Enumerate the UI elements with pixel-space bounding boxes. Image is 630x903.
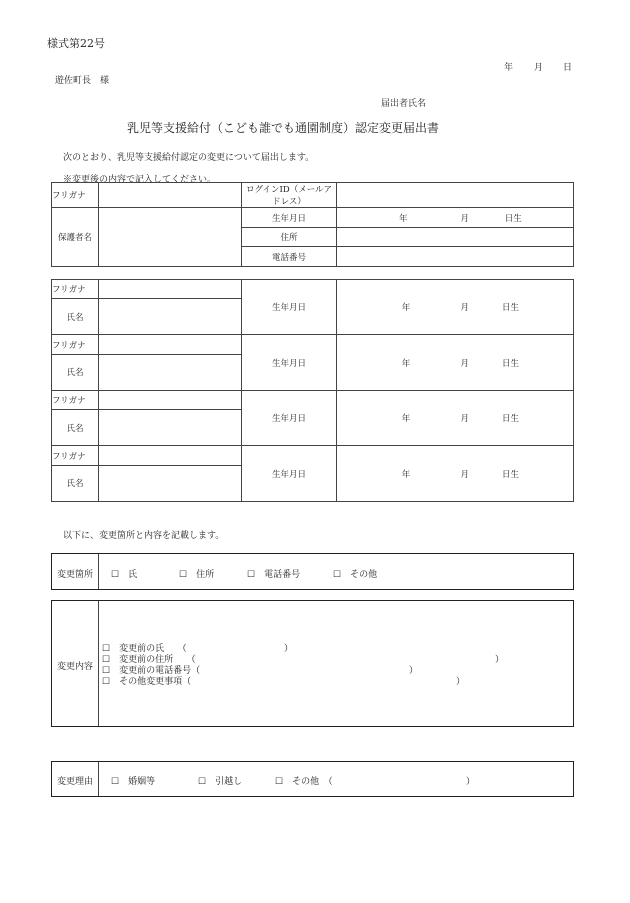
child-birth-field[interactable] bbox=[337, 446, 574, 502]
child-furigana-label: フリガナ bbox=[52, 335, 99, 354]
note-text: ※変更後の内容で記入してください。 bbox=[63, 175, 217, 185]
change-content-label: 変更内容 bbox=[57, 662, 94, 672]
child-birth-label: 生年月日 bbox=[242, 390, 337, 445]
before-address-checkbox[interactable]: ☐ 変更前の住所 （ bbox=[102, 655, 196, 665]
guardian-name-label: 保護者名 bbox=[52, 208, 99, 267]
login-id-label: ログインID（メールアドレス） bbox=[242, 183, 337, 208]
child-name-label: 氏名 bbox=[52, 465, 99, 501]
child-birth-label: 生年月日 bbox=[242, 446, 337, 502]
child-furigana-label: フリガナ bbox=[52, 390, 99, 409]
child-furigana-field[interactable] bbox=[99, 335, 242, 354]
guardian-furigana-label: フリガナ bbox=[52, 183, 99, 208]
reason-other-close: ） bbox=[466, 777, 476, 787]
child-name-field[interactable] bbox=[99, 410, 242, 446]
child-furigana-label: フリガナ bbox=[52, 280, 99, 299]
guardian-table bbox=[51, 182, 574, 267]
child-birth-day: 日生 bbox=[501, 303, 519, 314]
change-reason-box bbox=[51, 761, 574, 797]
before-phone-close: ） bbox=[409, 666, 419, 676]
option-name-checkbox[interactable]: ☐ 氏 bbox=[111, 570, 138, 580]
other-change-close: ） bbox=[456, 677, 466, 687]
before-name-checkbox[interactable]: ☐ 変更前の氏 （ bbox=[102, 644, 187, 654]
reason-other-checkbox[interactable]: ☐ その他 （ bbox=[275, 777, 333, 787]
child-birth-day: 日生 bbox=[501, 358, 519, 369]
date-day: 日 bbox=[563, 63, 573, 73]
child-birth-year: 年 bbox=[401, 303, 411, 314]
child-birth-day: 日生 bbox=[501, 469, 519, 480]
child-birth-year: 年 bbox=[401, 358, 411, 369]
child-birth-year: 年 bbox=[401, 469, 411, 480]
reason-marriage-checkbox[interactable]: ☐ 婚姻等 bbox=[111, 777, 156, 787]
child-furigana-field[interactable] bbox=[99, 390, 242, 409]
child-name-field[interactable] bbox=[99, 465, 242, 501]
children-table bbox=[51, 279, 574, 502]
child-name-label: 氏名 bbox=[52, 299, 99, 335]
child-name-field[interactable] bbox=[99, 354, 242, 390]
child-furigana-field[interactable] bbox=[99, 280, 242, 299]
guardian-address-label: 住所 bbox=[242, 228, 337, 247]
submitter-label: 届出者氏名 bbox=[381, 99, 427, 109]
child-name-field[interactable] bbox=[99, 299, 242, 335]
date-year: 年 bbox=[504, 63, 514, 73]
form-title: 乳児等支援給付（こども誰でも通園制度）認定変更届出書 bbox=[127, 121, 440, 135]
guardian-furigana-field[interactable] bbox=[99, 183, 242, 208]
guardian-phone-field[interactable] bbox=[337, 247, 574, 267]
child-furigana-label: フリガナ bbox=[52, 446, 99, 465]
before-name-close: ） bbox=[284, 644, 294, 654]
login-id-field[interactable] bbox=[337, 183, 574, 208]
child-birth-field[interactable] bbox=[337, 335, 574, 390]
child-name-label: 氏名 bbox=[52, 354, 99, 390]
reason-moving-checkbox[interactable]: ☐ 引越し bbox=[198, 777, 243, 787]
child-birth-day: 日生 bbox=[501, 414, 519, 425]
date-month: 月 bbox=[534, 63, 544, 73]
child-birth-year: 年 bbox=[401, 414, 411, 425]
option-address-checkbox[interactable]: ☐ 住所 bbox=[179, 570, 215, 580]
change-content-box bbox=[51, 600, 574, 727]
form-number: 様式第22号 bbox=[47, 37, 105, 50]
option-phone-checkbox[interactable]: ☐ 電話番号 bbox=[247, 570, 301, 580]
guardian-birth-label: 生年月日 bbox=[242, 208, 337, 228]
child-birth-month: 月 bbox=[460, 303, 469, 314]
before-address-close: ） bbox=[495, 655, 505, 665]
change-reason-label: 変更理由 bbox=[57, 777, 94, 787]
child-birth-field[interactable] bbox=[337, 280, 574, 335]
guardian-address-field[interactable] bbox=[337, 228, 574, 247]
guardian-phone-label: 電話番号 bbox=[242, 247, 337, 267]
child-birth-month: 月 bbox=[460, 469, 469, 480]
child-name-label: 氏名 bbox=[52, 410, 99, 446]
option-other-checkbox[interactable]: ☐ その他 bbox=[333, 570, 378, 580]
child-birth-field[interactable] bbox=[337, 390, 574, 445]
child-birth-month: 月 bbox=[460, 414, 469, 425]
guardian-birth-field[interactable]: 年 月 日生 bbox=[337, 208, 574, 228]
child-birth-month: 月 bbox=[460, 358, 469, 369]
intro-text: 次のとおり、乳児等支援給付認定の変更について届出します。 bbox=[63, 153, 315, 163]
guardian-name-field[interactable] bbox=[99, 208, 242, 267]
change-location-label: 変更箇所 bbox=[57, 570, 94, 580]
recipient: 遊佐町長 様 bbox=[55, 76, 110, 86]
child-furigana-field[interactable] bbox=[99, 446, 242, 465]
below-text: 以下に、変更箇所と内容を記載します。 bbox=[63, 531, 225, 541]
child-birth-label: 生年月日 bbox=[242, 280, 337, 335]
other-change-checkbox[interactable]: ☐ その他変更事項（ bbox=[102, 677, 192, 687]
child-birth-label: 生年月日 bbox=[242, 335, 337, 390]
before-phone-checkbox[interactable]: ☐ 変更前の電話番号（ bbox=[102, 666, 201, 676]
change-location-box bbox=[51, 553, 574, 590]
